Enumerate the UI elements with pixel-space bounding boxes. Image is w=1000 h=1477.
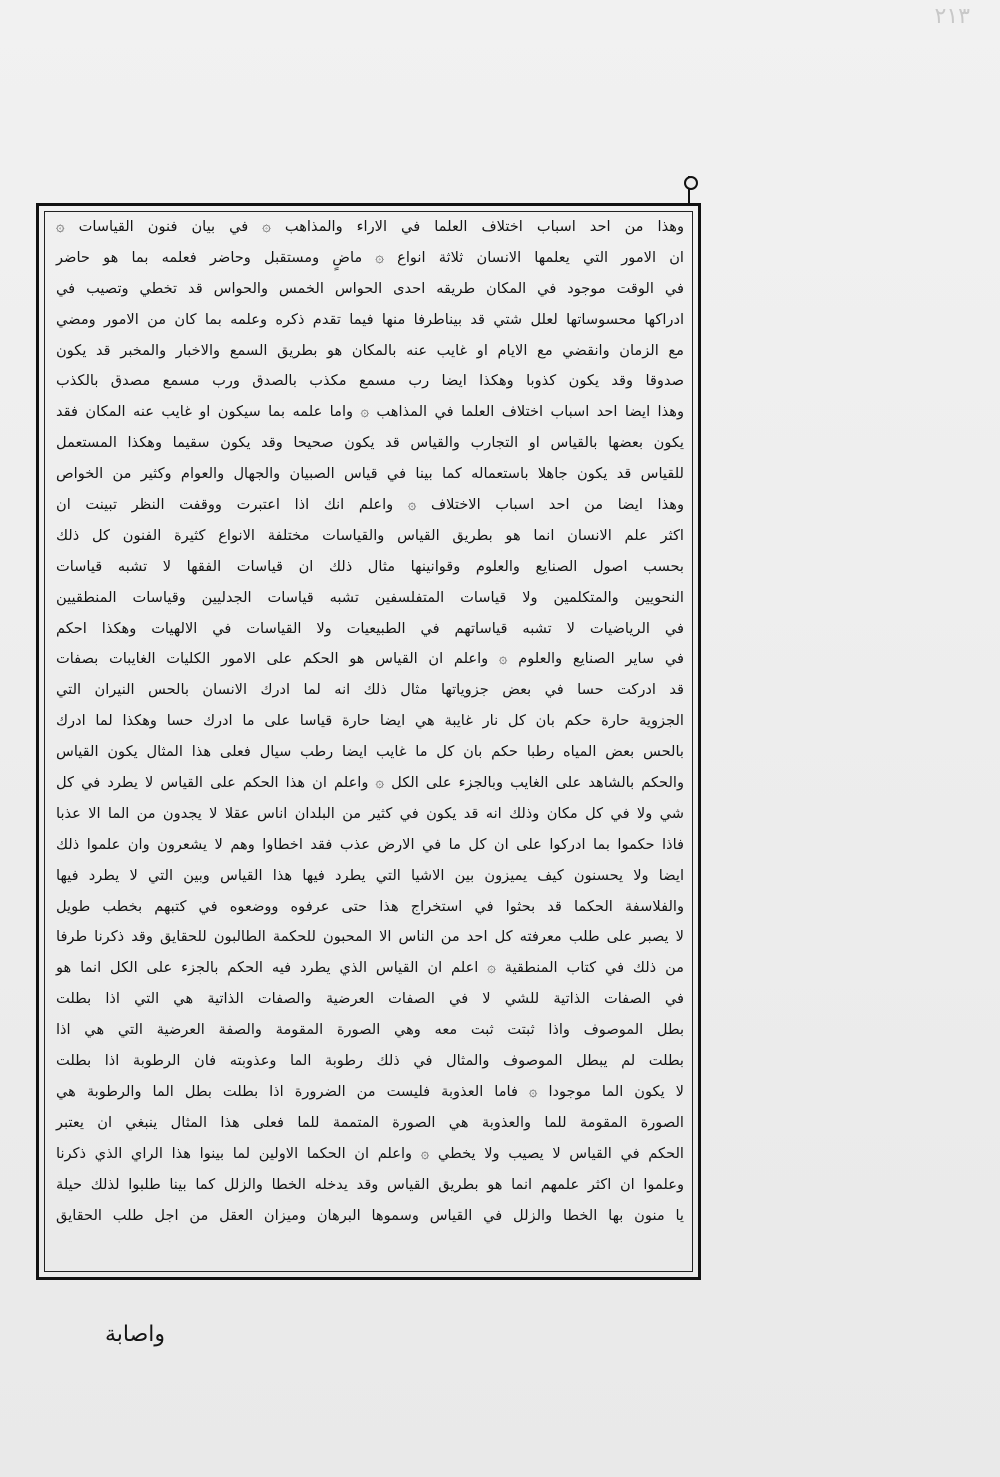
text-line: والفلاسفة الحكما قد بحثوا في استخراج هذا حتى عرفوه ووضعوه في كتبهم بخطب طويل	[56, 897, 684, 915]
text-line: ان الامور التي يعلمها الانسان ثلاثة انواع ۞ ماضٍ ومستقبل وحاضر فعلمه بما هو حاضر	[56, 248, 684, 266]
folio-number: ٢١٣	[934, 4, 970, 29]
text-line: لا يصبر على طلب معرفته كل احد من الناس الا المحبون للحكمة الطالبون للحقايق وقد ذكرنا طرفا	[56, 928, 684, 946]
text-line: في ساير الصنايع والعلوم ۞ واعلم ان القياس هو الحكم على الامور الكليات الغايبات بصفات	[56, 650, 684, 668]
text-line: النحويين والمتكلمين ولا قياسات المتفلسفين تشبه قياسات الجدليين وقياسات المنطقيين	[56, 588, 684, 606]
text-line: من ذلك في كتاب المنطقية ۞ اعلم ان القياس الذي يطرد فيه الحكم بالجزء على الكل انما هو	[56, 959, 684, 977]
text-line: وعلموا ان اكثر علمهم انما هو بطريق القياس وقد يدخله الخطا والزلل كما بينا طلبوا لذلك حيلة	[56, 1175, 684, 1193]
text-block	[50, 212, 690, 1264]
text-line: اكثر علم الانسان انما هو بطريق القياس والقياسات مختلفة الانواع كثيرة الفنون كل ذلك	[56, 526, 684, 544]
text-line: فاذا حكموا بما ادركوا على ان كل ما في الارض عذب فقد اخطاوا وهم لا يشعرون وان علموا ذلك	[56, 835, 684, 853]
text-line: الصورة المقومة للما والعذوبة هي الصورة المتممة للما فعلى هذا المثال ينبغي ان يعتبر	[56, 1113, 684, 1131]
text-line: للقياس قد يكون جاهلا باستعماله كما بينا في قياس الصبيان والجهال والعوام وكثير من الخواص	[56, 465, 684, 483]
text-line: وهذا من احد اسباب اختلاف العلما في الاراء والمذاهب ۞ في بيان فنون القياسات ۞	[56, 218, 684, 235]
text-line: الحكم في القياس لا يصيب ولا يخطي ۞ واعلم ان الحكما الاولين لما بينوا هذا الراي الذي ذكرنا	[56, 1144, 684, 1162]
text-line: شي ولا في كل مكان وذلك انه قد يكون في كثير من البلدان اناس عقلا لا يجدون من الما الا عذبا	[56, 804, 684, 822]
frame-ornament	[688, 176, 700, 206]
text-line: ادراكها محسوساتها لعلل شتي قد بيناطرفا منها فيما تقدم ذكره وعلمه بما كان من الامور ومضي	[56, 310, 684, 328]
text-line: الجزوية حارة حكم بان كل نار غايبة هي ايضا حارة قياسا على ما ادرك حسا وهكذا لما ادرك	[56, 712, 684, 730]
text-line: في الرياضيات لا تشبه قياساتهم في الطبيعيات ولا القياسات في الالهيات وهكذا احكم	[56, 619, 684, 637]
text-line: مع الزمان وانقضي مع الايام او غايب عنه بالمكان هو بطريق السمع والاخبار والمخبر قد يكون	[56, 341, 684, 359]
text-line: يا منون بها الخطا والزلل في القياس وسموها البرهان وميزان العقل من اجل طلب الحقايق	[56, 1206, 684, 1224]
text-line: والحكم بالشاهد على الغايب وبالجزء على الكل ۞ واعلم ان هذا الحكم على القياس لا يطرد في كل	[56, 774, 684, 792]
text-line: في الوقت موجود في المكان طريقه احدى الحواس الخمس والحواس قد تخطي وتصيب في	[56, 279, 684, 297]
text-line: بطل الموصوف واذا ثبتت ثبت معه وهي الصورة المقومة والصفة العرضية التي هي اذا	[56, 1021, 684, 1039]
text-line: في الصفات الذاتية للشي لا في الصفات العرضية والصفات الذاتية هي التي اذا بطلت	[56, 990, 684, 1008]
text-line: صدوقا وقد يكون كذوبا وهكذا ايضا رب مسمع مكذب بالصدق ورب مسمع مصدق بالكذب	[56, 372, 684, 390]
text-line: بطلت لم يبطل الموصوف والمثال في ذلك رطوبة الما وعذوبته فان الرطوبة اذا بطلت	[56, 1052, 684, 1070]
text-line: وهذا ايضا من احد اسباب الاختلاف ۞ واعلم انك اذا اعتبرت ووقفت النظر تبينت ان	[56, 496, 684, 514]
text-line: ايضا ولا يحسنون كيف يميزون بين الاشيا التي يطرد فيها هذا القياس وبين التي لا يطرد فيها	[56, 866, 684, 884]
catchword: واصابة	[105, 1322, 166, 1347]
text-line: يكون بعضها بالقياس او التجارب والقياس قد يكون صحيحا وقد يكون سقيما وهكذا المستعمل	[56, 434, 684, 452]
text-line: قد ادركت حسا في بعض جزوياتها مثال ذلك انه لما ادرك الانسان بالحس النيران التي	[56, 681, 684, 699]
text-line: لا يكون الما موجودا ۞ فاما العذوبة فليست من الضرورة اذا بطلت بطل الما والرطوبة هي	[56, 1082, 684, 1100]
text-line: بالحس بعض المياه رطبا حكم بان كل ما غايب ايضا رطب سيال فعلى هذا المثال يكون القياس	[56, 743, 684, 761]
text-line: بحسب اصول الصنايع والعلوم وقوانينها مثال ذلك ان قياسات الفقها لا تشبه قياسات	[56, 557, 684, 575]
text-line: وهذا ايضا احد اسباب اختلاف العلما في المذاهب ۞ واما علمه بما سيكون او غايب عنه المكان فقد	[56, 403, 684, 421]
